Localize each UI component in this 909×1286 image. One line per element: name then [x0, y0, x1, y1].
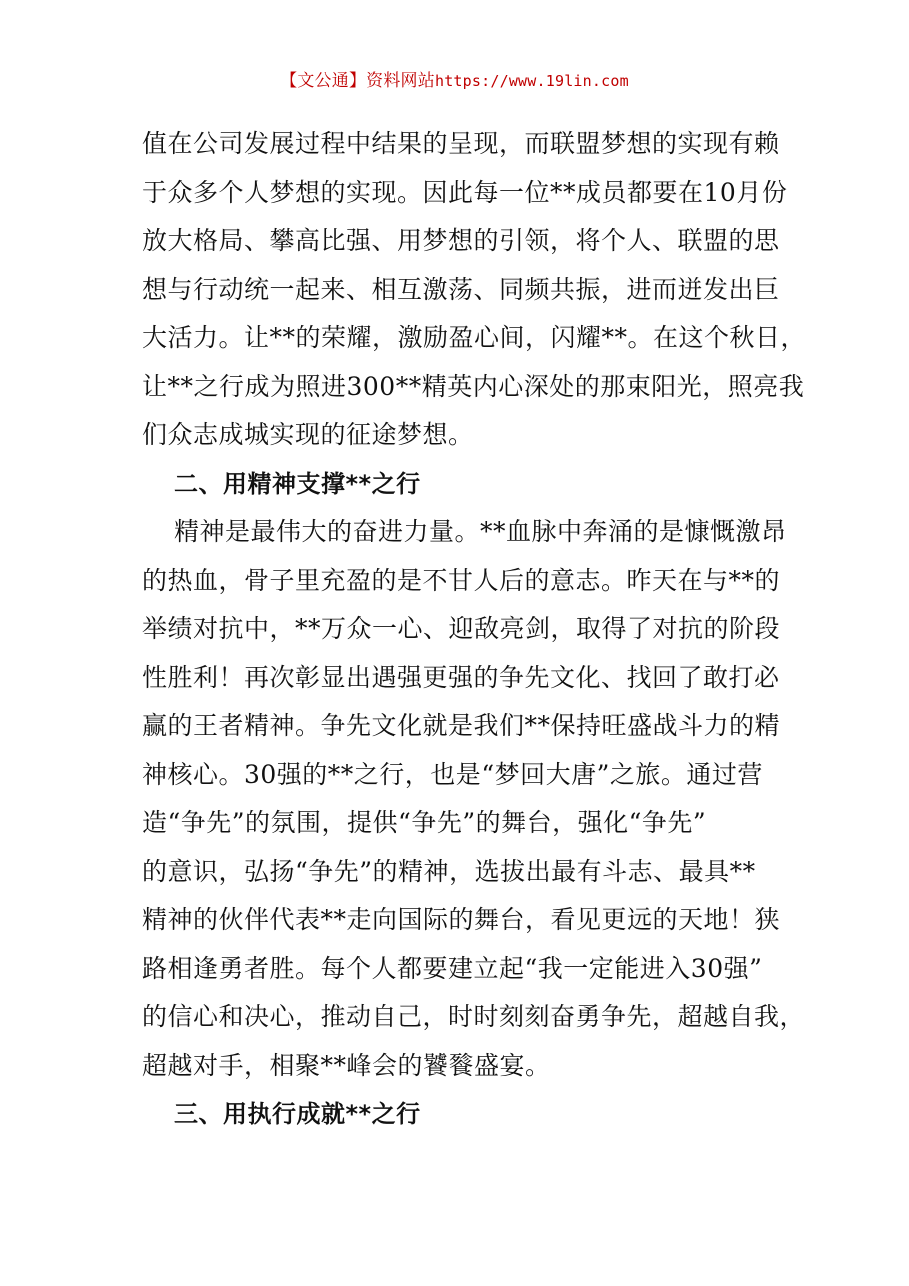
paragraph-line: 的热血，骨子里充盈的是不甘人后的意志。昨天在与**的: [142, 565, 781, 595]
header-url-link[interactable]: https://www.19lin.com: [434, 72, 629, 90]
paragraph-line: 造“争先”的氛围，提供“争先”的舞台，强化“争先”: [142, 808, 707, 837]
paragraph-line: 超越对手，相聚**峰会的饕餮盛宴。: [142, 1050, 551, 1080]
paragraph-line: 大活力。让**的荣耀，激励盈心间，闪耀**。在这个秋日，: [142, 323, 807, 352]
paragraph-line: 赢的王者精神。争先文化就是我们**保持旺盛战斗力的精: [142, 711, 781, 740]
section-heading: 二、用精神支撑**之行: [174, 469, 421, 498]
paragraph-line: 于众多个人梦想的实现。因此每一位**成员都要在10月份: [142, 177, 788, 207]
paragraph-line: 的意识，弘扬“争先”的精神，选拔出最有斗志、最具**: [142, 856, 756, 886]
paragraph-line: 想与行动统一起来、相互激荡、同频共振，进而迸发出巨: [142, 274, 780, 304]
paragraph-line: 放大格局、攀高比强、用梦想的引领，将个人、联盟的思: [142, 226, 780, 255]
paragraph-line: 值在公司发展过程中结果的呈现，而联盟梦想的实现有赖: [142, 129, 780, 158]
section-heading: 三、用执行成就**之行: [174, 1100, 421, 1128]
paragraph-line: 性胜利！再次彰显出遇强更强的争先文化、找回了敢打必: [142, 662, 780, 692]
page-header: [0, 66, 909, 91]
paragraph-line: 的信心和决心，推动自己，时时刻刻奋勇争先，超越自我，: [142, 1002, 806, 1031]
paragraph-line: 让**之行成为照进300**精英内心深处的那束阳光，照亮我: [142, 371, 805, 401]
paragraph-line: 精神的伙伴代表**走向国际的舞台，看见更远的天地！狭: [142, 905, 781, 934]
paragraph-line: 举绩对抗中，**万众一心、迎敌亮剑，取得了对抗的阶段: [142, 614, 781, 643]
paragraph-line: 精神是最伟大的奋进力量。**血脉中奔涌的是慷慨激昂: [174, 517, 787, 546]
header-brand: 【文公通】资料网站: [280, 71, 435, 91]
document-body: [142, 120, 807, 1139]
paragraph-line: 们众志成城实现的征途梦想。: [142, 420, 474, 449]
paragraph-line: 神核心。30强的**之行，也是“梦回大唐”之旅。通过营: [142, 759, 763, 789]
paragraph-line: 路相逢勇者胜。每个人都要建立起“我一定能进入30强”: [142, 953, 763, 983]
